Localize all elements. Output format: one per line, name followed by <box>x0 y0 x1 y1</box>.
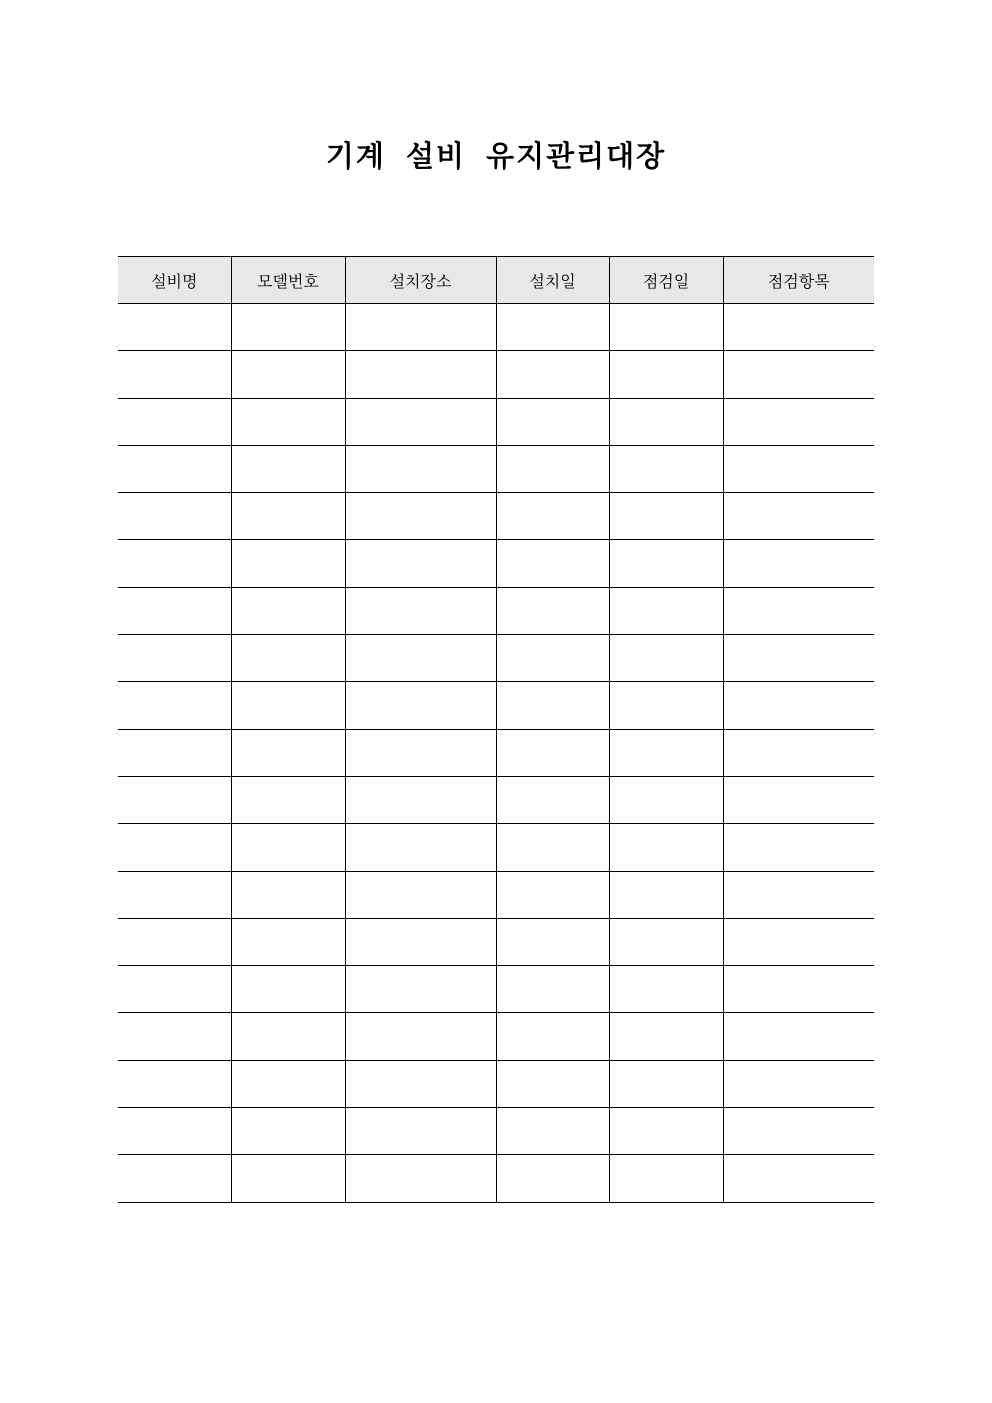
equipment-name-cell[interactable] <box>118 587 231 634</box>
inspection-items-cell[interactable] <box>723 635 874 682</box>
install-date-cell[interactable] <box>496 540 609 587</box>
install-date-cell[interactable] <box>496 824 609 871</box>
inspection-items-cell[interactable] <box>723 729 874 776</box>
install-location-cell[interactable] <box>345 729 496 776</box>
table-row <box>118 1155 874 1202</box>
inspection-items-cell[interactable] <box>723 398 874 445</box>
equipment-name-cell[interactable] <box>118 682 231 729</box>
install-location-cell[interactable] <box>345 1155 496 1202</box>
equipment-name-cell[interactable] <box>118 351 231 398</box>
model-number-cell[interactable] <box>231 304 345 351</box>
install-location-cell[interactable] <box>345 824 496 871</box>
equipment-name-cell[interactable] <box>118 1060 231 1107</box>
inspection-items-cell[interactable] <box>723 918 874 965</box>
inspection-date-cell[interactable] <box>609 493 723 540</box>
inspection-date-cell[interactable] <box>609 729 723 776</box>
model-number-cell[interactable] <box>231 824 345 871</box>
inspection-date-cell[interactable] <box>609 635 723 682</box>
inspection-date-cell[interactable] <box>609 304 723 351</box>
inspection-items-cell[interactable] <box>723 351 874 398</box>
equipment-name-cell[interactable] <box>118 398 231 445</box>
table-row <box>118 682 874 729</box>
model-number-cell[interactable] <box>231 351 345 398</box>
equipment-name-cell[interactable] <box>118 1155 231 1202</box>
equipment-name-cell[interactable] <box>118 918 231 965</box>
inspection-date-cell[interactable] <box>609 824 723 871</box>
install-date-cell[interactable] <box>496 918 609 965</box>
header-install-location: 설치장소 <box>345 257 496 304</box>
install-date-cell[interactable] <box>496 445 609 492</box>
inspection-date-cell[interactable] <box>609 871 723 918</box>
install-date-cell[interactable] <box>496 729 609 776</box>
inspection-date-cell[interactable] <box>609 398 723 445</box>
inspection-items-cell[interactable] <box>723 1108 874 1155</box>
model-number-cell[interactable] <box>231 918 345 965</box>
table-row <box>118 304 874 351</box>
install-date-cell[interactable] <box>496 682 609 729</box>
equipment-name-cell[interactable] <box>118 1013 231 1060</box>
table-row <box>118 1108 874 1155</box>
install-location-cell[interactable] <box>345 682 496 729</box>
inspection-date-cell[interactable] <box>609 1155 723 1202</box>
equipment-name-cell[interactable] <box>118 304 231 351</box>
table-row <box>118 635 874 682</box>
install-location-cell[interactable] <box>345 1060 496 1107</box>
install-date-cell[interactable] <box>496 966 609 1013</box>
inspection-items-cell[interactable] <box>723 871 874 918</box>
install-date-cell[interactable] <box>496 1060 609 1107</box>
install-location-cell[interactable] <box>345 445 496 492</box>
table-row <box>118 871 874 918</box>
inspection-date-cell[interactable] <box>609 776 723 823</box>
model-number-cell[interactable] <box>231 776 345 823</box>
model-number-cell[interactable] <box>231 1013 345 1060</box>
install-date-cell[interactable] <box>496 635 609 682</box>
install-date-cell[interactable] <box>496 1155 609 1202</box>
install-date-cell[interactable] <box>496 351 609 398</box>
table-row <box>118 824 874 871</box>
install-location-cell[interactable] <box>345 635 496 682</box>
inspection-items-cell[interactable] <box>723 1155 874 1202</box>
header-install-date: 설치일 <box>496 257 609 304</box>
equipment-name-cell[interactable] <box>118 493 231 540</box>
inspection-date-cell[interactable] <box>609 445 723 492</box>
install-date-cell[interactable] <box>496 776 609 823</box>
model-number-cell[interactable] <box>231 445 345 492</box>
inspection-items-cell[interactable] <box>723 824 874 871</box>
model-number-cell[interactable] <box>231 540 345 587</box>
equipment-name-cell[interactable] <box>118 445 231 492</box>
install-date-cell[interactable] <box>496 398 609 445</box>
inspection-date-cell[interactable] <box>609 1060 723 1107</box>
model-number-cell[interactable] <box>231 1108 345 1155</box>
install-location-cell[interactable] <box>345 776 496 823</box>
table-row <box>118 351 874 398</box>
table-row <box>118 540 874 587</box>
inspection-date-cell[interactable] <box>609 682 723 729</box>
install-location-cell[interactable] <box>345 351 496 398</box>
inspection-items-cell[interactable] <box>723 540 874 587</box>
header-inspection-items: 점검항목 <box>723 257 874 304</box>
header-inspection-date: 점검일 <box>609 257 723 304</box>
inspection-items-cell[interactable] <box>723 1060 874 1107</box>
inspection-date-cell[interactable] <box>609 351 723 398</box>
inspection-items-cell[interactable] <box>723 1013 874 1060</box>
model-number-cell[interactable] <box>231 635 345 682</box>
inspection-date-cell[interactable] <box>609 1108 723 1155</box>
inspection-items-cell[interactable] <box>723 304 874 351</box>
equipment-name-cell[interactable] <box>118 871 231 918</box>
install-date-cell[interactable] <box>496 304 609 351</box>
page-title: 기계 설비 유지관리대장 <box>325 139 667 173</box>
equipment-name-cell[interactable] <box>118 635 231 682</box>
table-row <box>118 493 874 540</box>
model-number-cell[interactable] <box>231 493 345 540</box>
table-row <box>118 587 874 634</box>
table-row <box>118 918 874 965</box>
model-number-cell[interactable] <box>231 871 345 918</box>
inspection-date-cell[interactable] <box>609 918 723 965</box>
equipment-name-cell[interactable] <box>118 1108 231 1155</box>
install-date-cell[interactable] <box>496 493 609 540</box>
header-model-number: 모델번호 <box>231 257 345 304</box>
model-number-cell[interactable] <box>231 398 345 445</box>
table-row <box>118 1013 874 1060</box>
install-location-cell[interactable] <box>345 966 496 1013</box>
install-date-cell[interactable] <box>496 587 609 634</box>
install-location-cell[interactable] <box>345 587 496 634</box>
install-location-cell[interactable] <box>345 540 496 587</box>
install-date-cell[interactable] <box>496 1108 609 1155</box>
install-location-cell[interactable] <box>345 304 496 351</box>
table-header <box>118 257 874 304</box>
install-date-cell[interactable] <box>496 1013 609 1060</box>
table-row <box>118 776 874 823</box>
inspection-date-cell[interactable] <box>609 587 723 634</box>
equipment-name-cell[interactable] <box>118 824 231 871</box>
install-location-cell[interactable] <box>345 398 496 445</box>
model-number-cell[interactable] <box>231 729 345 776</box>
maintenance-ledger-table <box>118 256 874 1203</box>
inspection-date-cell[interactable] <box>609 966 723 1013</box>
model-number-cell[interactable] <box>231 682 345 729</box>
model-number-cell[interactable] <box>231 1155 345 1202</box>
inspection-items-cell[interactable] <box>723 493 874 540</box>
equipment-name-cell[interactable] <box>118 540 231 587</box>
model-number-cell[interactable] <box>231 966 345 1013</box>
install-location-cell[interactable] <box>345 871 496 918</box>
install-location-cell[interactable] <box>345 1013 496 1060</box>
install-date-cell[interactable] <box>496 871 609 918</box>
inspection-items-cell[interactable] <box>723 776 874 823</box>
equipment-name-cell[interactable] <box>118 966 231 1013</box>
inspection-date-cell[interactable] <box>609 1013 723 1060</box>
table-row <box>118 445 874 492</box>
header-equipment-name: 설비명 <box>118 257 231 304</box>
inspection-items-cell[interactable] <box>723 587 874 634</box>
table-row <box>118 398 874 445</box>
inspection-items-cell[interactable] <box>723 682 874 729</box>
table-row <box>118 729 874 776</box>
install-location-cell[interactable] <box>345 918 496 965</box>
table-body <box>118 304 874 1203</box>
install-location-cell[interactable] <box>345 1108 496 1155</box>
model-number-cell[interactable] <box>231 1060 345 1107</box>
inspection-items-cell[interactable] <box>723 445 874 492</box>
table-row <box>118 1060 874 1107</box>
table-row <box>118 966 874 1013</box>
equipment-name-cell[interactable] <box>118 729 231 776</box>
inspection-date-cell[interactable] <box>609 540 723 587</box>
install-location-cell[interactable] <box>345 493 496 540</box>
header-row <box>118 257 874 304</box>
model-number-cell[interactable] <box>231 587 345 634</box>
inspection-items-cell[interactable] <box>723 966 874 1013</box>
equipment-name-cell[interactable] <box>118 776 231 823</box>
